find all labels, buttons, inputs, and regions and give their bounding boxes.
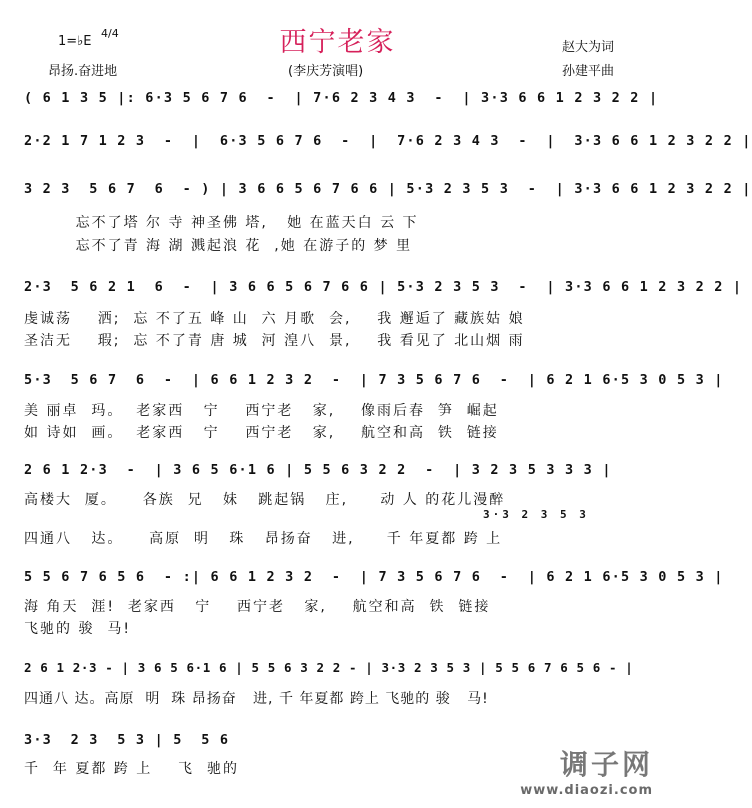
lyricist-credit: 赵大为词 <box>562 40 615 55</box>
lyric-line: 圣洁无 瑕; 忘 不了青 唐 城 河 湟八 景, 我 看见了 北山烟 雨 <box>24 333 525 349</box>
lyric-line: 四通八 达。高原 明 珠 昂扬奋 进, 千 年夏都 跨上 飞驰的 骏 马! <box>24 691 489 707</box>
lyric-line: 千 年 夏都 跨 上 飞 驰的 <box>24 761 239 777</box>
key-signature: 1=♭E <box>58 34 92 49</box>
notation-line: 3·3 2 3 5 3 | 5 5 6 <box>24 732 230 748</box>
notation-row-8 <box>24 660 654 682</box>
singer-credit: (李庆芳演唱) <box>288 64 364 79</box>
lyric-line: 虔诚荡 洒; 忘 不了五 峰 山 六 月歌 会, 我 邂逅了 藏族姑 娘 <box>24 311 525 327</box>
notation-line: 2·2 1 7 1 2 3 - | 6·3 5 6 7 6 - | 7·6 2 3 4 3 - | 3·3 6 6 1 2 3 2 2 | <box>24 133 752 149</box>
notation-row-2 <box>24 133 752 155</box>
time-signature <box>101 28 119 39</box>
notation-line: 5·3 5 6 7 6 - | 6 6 1 2 3 2 - | 7 3 5 6 7 6 - | 6 2 1 6·5 3 0 5 3 | <box>24 372 724 388</box>
notation-line: 3 2 3 5 6 7 6 - ) | 3 6 6 5 6 7 6 6 | 5·3 2 3 5 3 - | 3·3 6 6 1 2 3 2 2 | <box>24 181 752 197</box>
time-signature-text: 4/4 <box>101 27 119 40</box>
ossia-notation: 3·3 2 3 5 3 <box>483 508 589 521</box>
composer-credit: 孙建平曲 <box>562 64 615 79</box>
notation-line: ( 6 1 3 5 |: 6·3 5 6 7 6 - | 7·6 2 3 4 3 - | 3·3 6 6 1 2 3 2 2 | <box>24 90 659 106</box>
tempo-marking: 昂扬.奋进地 <box>48 64 118 79</box>
song-title: 西宁老家 <box>279 27 396 58</box>
notation-row-1 <box>24 90 659 112</box>
notation-row-5 <box>24 372 724 394</box>
lyric-line: 美 丽卓 玛。 老家西 宁 西宁老 家, 像雨后春 笋 崛起 <box>24 403 499 419</box>
lyric-line: 四通八 达。 高原 明 珠 昂扬奋 进, 千 年夏都 跨 上 <box>24 531 503 547</box>
notation-line: 2 6 1 2·3 - | 3 6 5 6·1 6 | 5 5 6 3 2 2 - | 3 2 3 5 3 3 3 | <box>24 462 612 478</box>
lyric-line: 忘不了塔 尔 寺 神圣佛 塔, 她 在蓝天白 云 下 <box>24 215 419 231</box>
site-watermark <box>520 743 653 798</box>
notation-row-3 <box>24 181 752 203</box>
notation-line: 2·3 5 6 2 1 6 - | 3 6 6 5 6 7 6 6 | 5·3 2 3 5 3 - | 3·3 6 6 1 2 3 2 2 | <box>24 279 743 295</box>
lyric-line: 飞驰的 骏 马! <box>24 621 131 637</box>
watermark-url: www.diaozi.com <box>520 783 653 798</box>
notation-row-6 <box>24 462 654 484</box>
lyric-line: 如 诗如 画。 老家西 宁 西宁老 家, 航空和高 铁 链接 <box>24 425 499 441</box>
notation-row-7 <box>24 569 724 591</box>
notation-line: 2 6 1 2·3 - | 3 6 5 6·1 6 | 5 5 6 3 2 2 - | 3·3 2 3 5 3 | 5 5 6 7 6 5 6 - | <box>24 660 634 675</box>
watermark-name: 调子网 <box>559 748 653 781</box>
lyric-line: 海 角天 涯! 老家西 宁 西宁老 家, 航空和高 铁 链接 <box>24 599 491 615</box>
lyric-line: 高楼大 厦。 各族 兄 妹 跳起锅 庄, 动 人 的花儿漫醉 <box>24 492 506 508</box>
notation-row-4 <box>24 279 743 301</box>
notation-line: 5 5 6 7 6 5 6 - :| 6 6 1 2 3 2 - | 7 3 5 6 7 6 - | 6 2 1 6·5 3 0 5 3 | <box>24 569 724 585</box>
lyric-line: 忘不了青 海 湖 溅起浪 花 ,她 在游子的 梦 里 <box>24 238 413 254</box>
